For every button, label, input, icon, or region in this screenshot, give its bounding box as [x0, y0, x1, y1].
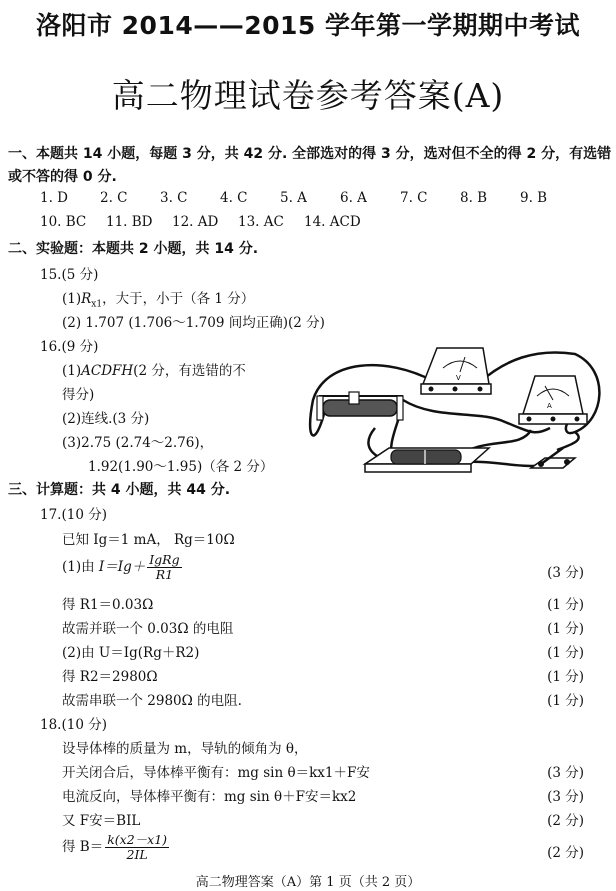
section3-heading: 三、计算题：共 4 小题，共 44 分. [8, 482, 231, 498]
q16-part2: (2)连线.(3 分) [62, 411, 150, 427]
ammeter-label: A [547, 402, 552, 410]
q17-label: 17.(10 分) [40, 507, 107, 523]
fraction: $\frac{k(x2-x1)}{2IL}$ [107, 832, 168, 862]
q15-part1: $(1)R_{x1}$，大于，小于（各 1 分） [62, 291, 255, 310]
mc-answer: 3. C [160, 190, 188, 206]
q18-label: 18.(10 分) [40, 717, 107, 733]
circuit-diagram [305, 340, 605, 485]
mc-answer: 6. A [340, 190, 367, 206]
score: (1 分) [547, 693, 584, 709]
mc-answer: 5. A [280, 190, 307, 206]
voltmeter-label: V [456, 374, 461, 382]
mc-answer: 9. B [520, 190, 548, 206]
score: (1 分) [547, 621, 584, 637]
voltmeter [421, 348, 491, 394]
ammeter [519, 376, 587, 424]
exam-title: 洛阳市 2014——2015 学年第一学期期中考试 [35, 11, 581, 40]
q16-part4: 1.92(1.90～1.95)（各 2 分） [88, 459, 274, 475]
q16-label: 16.(9 分) [40, 339, 99, 355]
fraction: $\frac{\text{IgRg}}{R1}$ [149, 552, 180, 582]
q18-step4: 又 F安＝BIL [62, 813, 141, 829]
section1-heading-cont: 或不答的得 0 分. [8, 169, 117, 185]
wire [557, 432, 579, 450]
answer-key-title: 高二物理试卷参考答案(A) [111, 76, 505, 115]
q16-part1-cont: 得分) [62, 387, 95, 403]
q17-step4: (2)由 U＝Ig(Rg＋R2) [62, 645, 200, 661]
score: (1 分) [547, 645, 584, 661]
mc-answer: 2. C [100, 190, 128, 206]
mc-answers-row1 [40, 190, 580, 206]
q16-part1: (1)ACDFH(2 分，有选错的不 [62, 363, 246, 379]
section2-heading: 二、实验题：本题共 2 小题，共 14 分. [8, 241, 259, 257]
battery-holder [365, 448, 489, 472]
mc-answer: 7. C [400, 190, 428, 206]
q17-step5: 得 R2＝2980Ω [62, 669, 158, 685]
score: (1 分) [547, 597, 584, 613]
q17-given: 已知 Ig＝1 mA， Rg＝10Ω [62, 532, 235, 548]
q16-part3: (3)2.75 (2.74～2.76)， [62, 435, 214, 451]
q17-step6: 故需串联一个 2980Ω 的电阻. [62, 693, 242, 709]
mc-answer: 14. ACD [304, 214, 361, 230]
score: (3 分) [547, 565, 584, 581]
score: (3 分) [547, 789, 584, 805]
q15-part2: (2) 1.707 (1.706～1.709 间均正确)(2 分) [62, 315, 325, 331]
q17-step3: 故需并联一个 0.03Ω 的电阻 [62, 621, 234, 637]
section1-heading: 一、本题共 14 小题，每题 3 分，共 42 分. 全部选对的得 3 分，选对但不全的得 2 分，有选错 [8, 146, 612, 162]
score: (2 分) [547, 845, 584, 861]
q17-step2: 得 R1＝0.03Ω [62, 597, 154, 613]
rheostat [317, 392, 403, 420]
page-footer: 高二物理答案（A）第 1 页（共 2 页） [195, 875, 421, 890]
mc-answer: 1. D [40, 190, 68, 206]
q17-step1: (1)由 I＝Ig＋ $\frac{\text{IgRg}}{R1}$ [62, 552, 180, 582]
score: (1 分) [547, 669, 584, 685]
mc-answer: 11. BD [106, 214, 153, 230]
score: (2 分) [547, 813, 584, 829]
mc-answer: 8. B [460, 190, 488, 206]
mc-answer: 10. BC [40, 214, 87, 230]
q18-step2: 开关闭合后，导体棒平衡有：mg sin θ＝kx1＋F安 [62, 765, 370, 781]
mc-answers-row2 [40, 214, 370, 230]
switch [531, 448, 575, 468]
q15-label: 15.(5 分) [40, 267, 99, 283]
q18-step3: 电流反向，导体棒平衡有：mg sin θ＋F安＝kx2 [62, 789, 357, 805]
mc-answer: 13. AC [238, 214, 284, 230]
mc-answer: 12. AD [172, 214, 219, 230]
mc-answer: 4. C [220, 190, 248, 206]
q18-step1: 设导体棒的质量为 m，导轨的倾角为 θ， [62, 741, 308, 757]
score: (3 分) [547, 765, 584, 781]
q18-step5: 得 B＝ $\frac{k(x2-x1)}{2IL}$ [62, 832, 168, 862]
